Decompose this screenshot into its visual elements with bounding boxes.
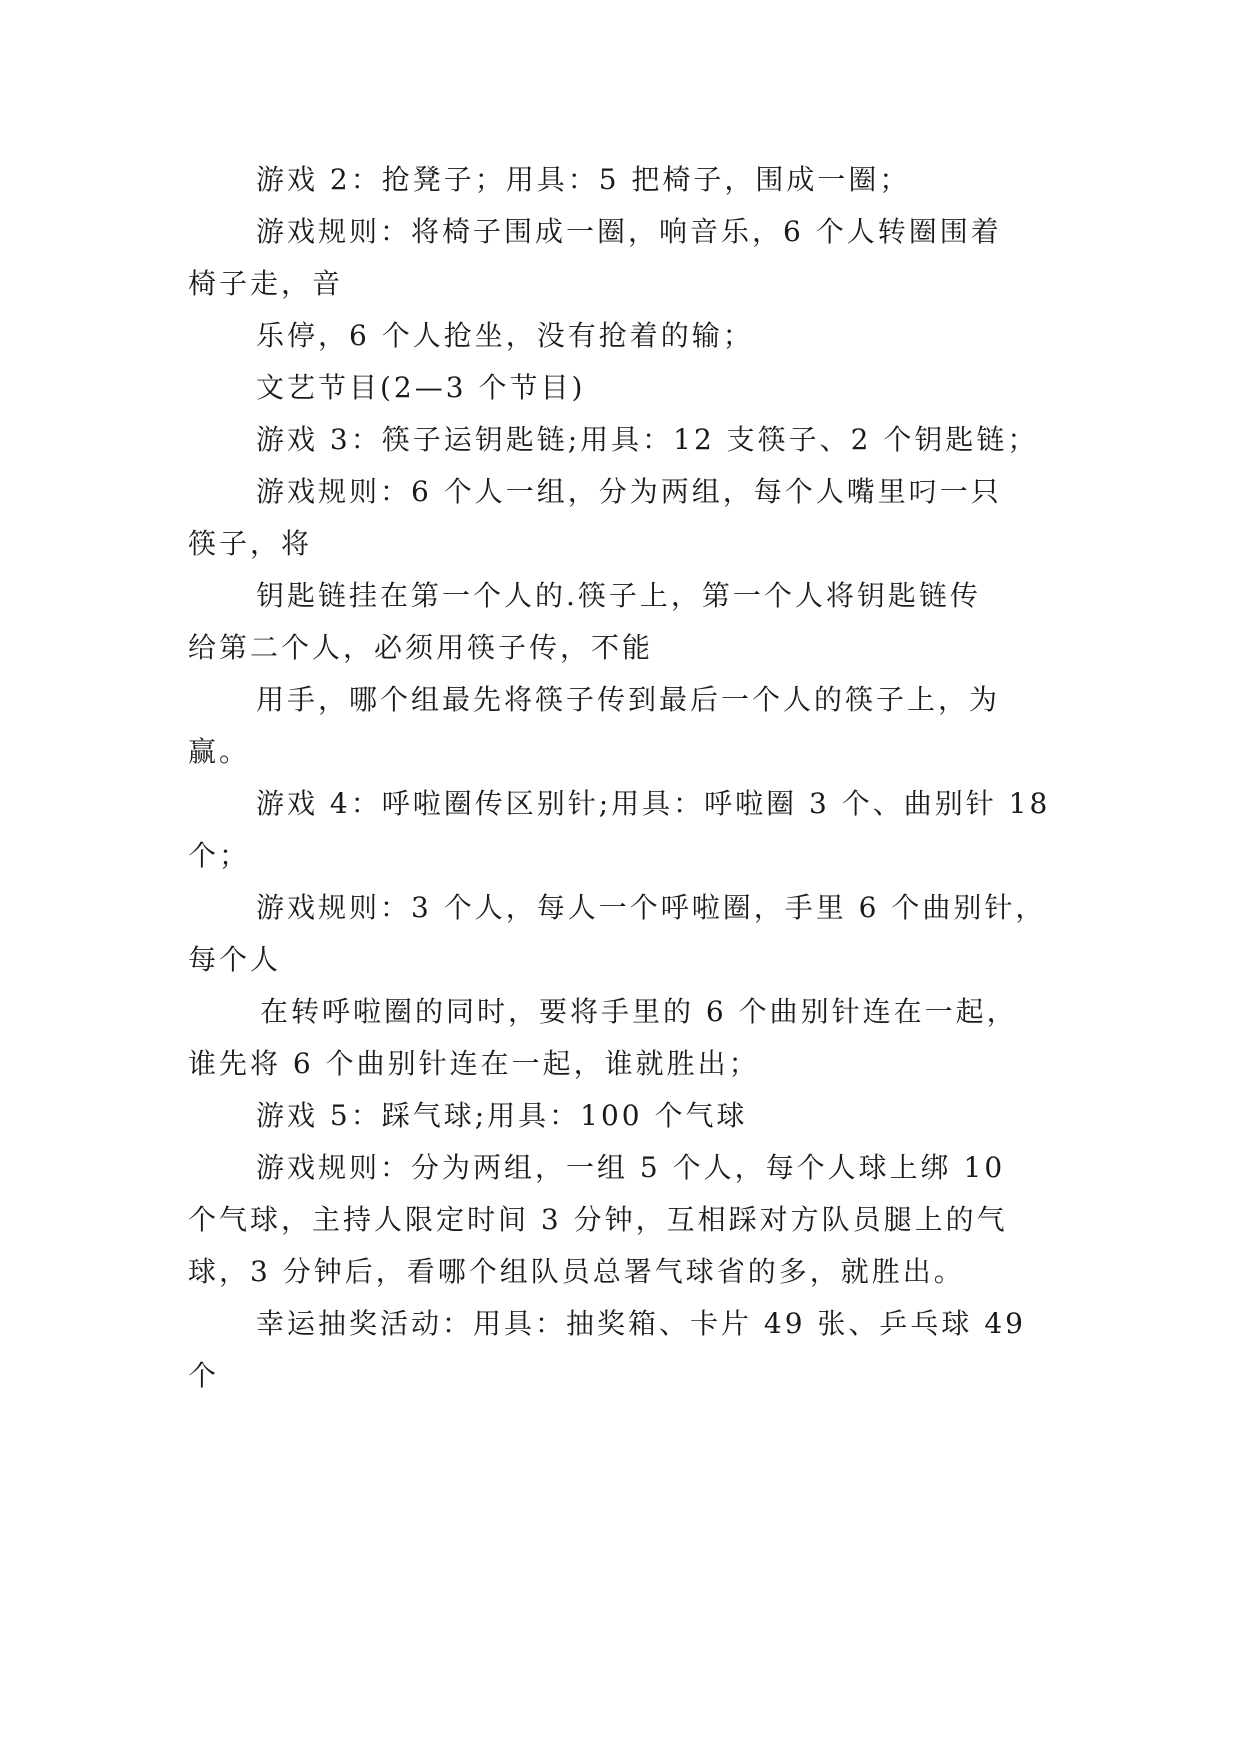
text-line: 个气球，主持人限定时间 3 分钟，互相踩对方队员腿上的气 xyxy=(188,1203,1008,1236)
text-line: 个 xyxy=(188,1359,220,1392)
text-line: 文艺节目(2—3 个节目) xyxy=(256,371,586,404)
text-line: 游戏规则：6 个人一组，分为两组，每个人嘴里叼一只 xyxy=(256,475,1002,508)
text-line: 游戏 5：踩气球;用具：100 个气球 xyxy=(256,1099,748,1132)
text-line: 个； xyxy=(188,839,251,872)
text-line: 游戏规则：将椅子围成一圈，响音乐，6 个人转圈围着 xyxy=(256,215,1002,248)
text-line: 游戏规则：3 个人，每人一个呼啦圈，手里 6 个曲别针， xyxy=(256,891,1047,924)
text-line: 在转呼啦圈的同时，要将手里的 6 个曲别针连在一起， xyxy=(260,995,1018,1028)
text-line: 每个人 xyxy=(188,943,282,976)
text-line: 游戏规则：分为两组，一组 5 个人，每个人球上绑 10 xyxy=(256,1151,1006,1184)
text-line: 幸运抽奖活动：用具：抽奖箱、卡片 49 张、乒乓球 49 xyxy=(256,1307,1026,1340)
text-line: 游戏 4：呼啦圈传区别针;用具：呼啦圈 3 个、曲别针 18 xyxy=(256,787,1051,820)
text-line: 用手，哪个组最先将筷子传到最后一个人的筷子上，为 xyxy=(256,683,1001,716)
text-line: 赢。 xyxy=(188,735,251,768)
text-line: 游戏 2：抢凳子；用具：5 把椅子，围成一圈； xyxy=(256,163,911,196)
text-line: 谁先将 6 个曲别针连在一起，谁就胜出； xyxy=(188,1047,760,1080)
text-line: 游戏 3：筷子运钥匙链;用具：12 支筷子、2 个钥匙链； xyxy=(256,423,1039,456)
text-line: 乐停，6 个人抢坐，没有抢着的输； xyxy=(256,319,754,352)
text-line: 钥匙链挂在第一个人的.筷子上，第一个人将钥匙链传 xyxy=(256,579,981,612)
text-line: 筷子，将 xyxy=(188,527,313,560)
text-line: 球，3 分钟后，看哪个组队员总署气球省的多，就胜出。 xyxy=(188,1255,965,1288)
text-line: 椅子走，音 xyxy=(188,267,344,300)
text-line: 给第二个人，必须用筷子传，不能 xyxy=(188,631,654,664)
